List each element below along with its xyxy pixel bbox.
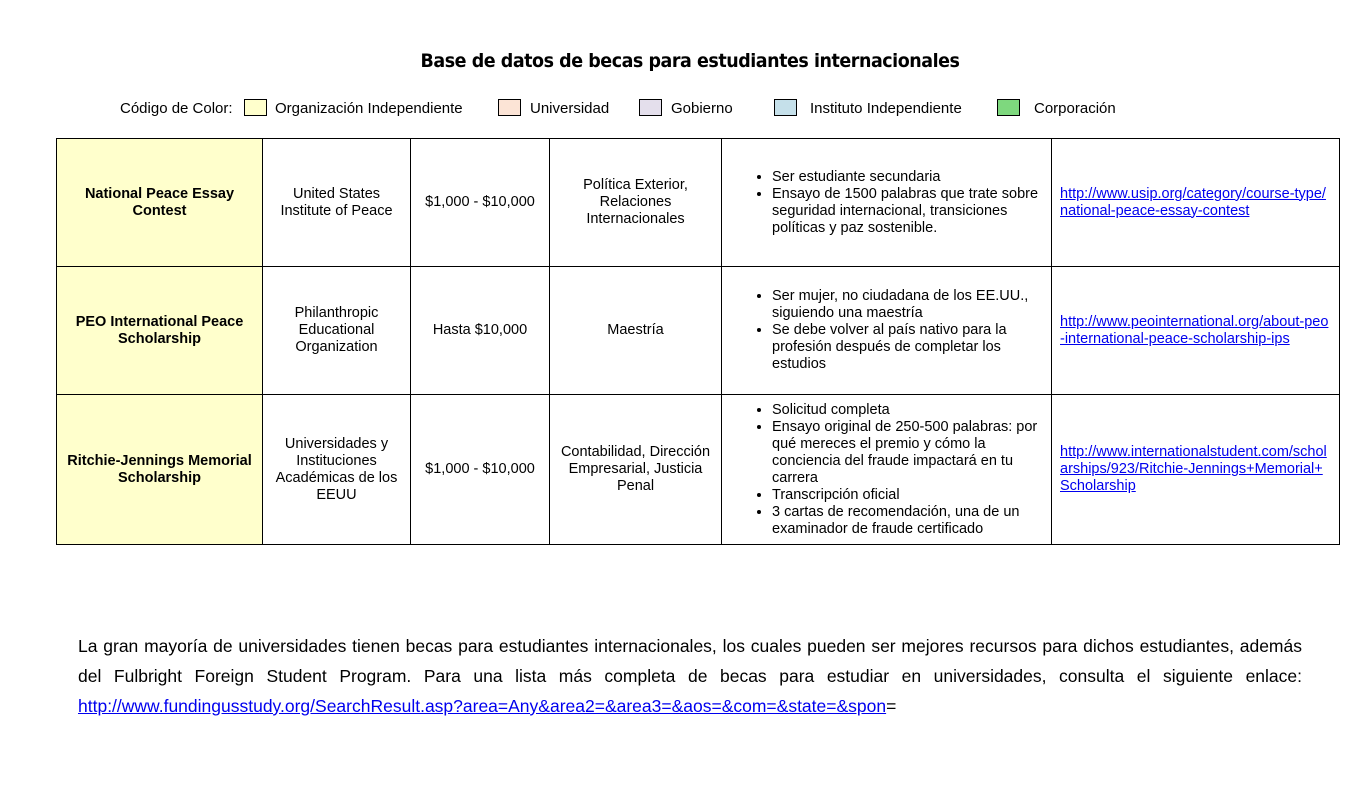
- sponsor-cell: Philanthropic Educational Organization: [263, 267, 411, 395]
- table-row: [57, 267, 1340, 395]
- requirement-item: • Se debe volver al país nativo para la profesión después de completar los estudios: [772, 322, 1045, 373]
- requirement-item: • Ser estudiante secundaria: [772, 169, 1045, 186]
- legend-label: Código de Color:: [120, 100, 233, 117]
- paragraph-suffix: =: [886, 696, 897, 716]
- requirements-cell: [722, 267, 1052, 395]
- requirement-item: • Ensayo original de 250-500 palabras: por qué mereces el premio y cómo la conciencia del fraude impactará en tu carrera: [772, 419, 1045, 487]
- scholarship-name: National Peace Essay Contest: [57, 139, 263, 267]
- table-row: [57, 395, 1340, 545]
- requirement-item: • Ensayo de 1500 palabras que trate sobre seguridad internacional, transiciones políticas y paz sostenible.: [772, 186, 1045, 237]
- page-title: Base de datos de becas para estudiantes internacionales: [420, 50, 960, 72]
- scholarship-link[interactable]: http://www.peointernational.org/about-peo-international-peace-scholarship-ips: [1060, 313, 1329, 347]
- requirements-cell: [722, 139, 1052, 267]
- table-row: [57, 139, 1340, 267]
- scholarship-name: Ritchie-Jennings Memorial Scholarship: [57, 395, 263, 545]
- legend-item-university: Universidad: [530, 100, 610, 117]
- amount-cell: $1,000 - $10,000: [411, 139, 550, 267]
- requirement-item: • Transcripción oficial: [772, 487, 1045, 504]
- legend-item-government: Gobierno: [671, 100, 733, 117]
- link-cell: [1052, 395, 1340, 545]
- requirement-item: • Ser mujer, no ciudadana de los EE.UU., siguiendo una maestría: [772, 288, 1045, 322]
- field-cell: Política Exterior, Relaciones Internacionales: [550, 139, 722, 267]
- scholarship-link[interactable]: http://www.internationalstudent.com/scholarships/923/Ritchie-Jennings+Memorial+Scholarship: [1060, 444, 1327, 494]
- amount-cell: $1,000 - $10,000: [411, 395, 550, 545]
- legend-swatch-government: [639, 99, 662, 116]
- scholarship-table: [56, 138, 1340, 545]
- field-cell: Contabilidad, Dirección Empresarial, Justicia Penal: [550, 395, 722, 545]
- legend-swatch-corporation: [997, 99, 1020, 116]
- link-cell: [1052, 139, 1340, 267]
- scholarship-name: PEO International Peace Scholarship: [57, 267, 263, 395]
- legend-item-independent-institute: Instituto Independiente: [810, 100, 962, 117]
- legend-swatch-independent-institute: [774, 99, 797, 116]
- funding-us-study-link[interactable]: http://www.fundingusstudy.org/SearchResult.asp?area=Any&area2=&area3=&aos=&com=&state=&spon: [78, 696, 887, 716]
- footer-paragraph: [78, 631, 1302, 721]
- amount-cell: Hasta $10,000: [411, 267, 550, 395]
- link-cell: [1052, 267, 1340, 395]
- sponsor-cell: Universidades y Instituciones Académicas de los EEUU: [263, 395, 411, 545]
- legend-swatch-university: [498, 99, 521, 116]
- legend-item-corporation: Corporación: [1034, 100, 1116, 117]
- field-cell: Maestría: [550, 267, 722, 395]
- requirement-item: • Solicitud completa: [772, 402, 1045, 419]
- scholarship-link[interactable]: http://www.usip.org/category/course-type/national-peace-essay-contest: [1060, 185, 1326, 219]
- requirement-item: • 3 cartas de recomendación, una de un examinador de fraude certificado: [772, 504, 1045, 538]
- paragraph-text: La gran mayoría de universidades tienen becas para estudiantes internacionales, los cuales pueden ser mejores recursos para dichos estudiantes, además del Fulbright Foreign Student Program. Para una lista más completa de becas para estudiar en universidades, consulta el siguiente enlace:: [78, 636, 1302, 686]
- requirements-cell: [722, 395, 1052, 545]
- legend-swatch-independent-org: [244, 99, 267, 116]
- sponsor-cell: United States Institute of Peace: [263, 139, 411, 267]
- legend-item-independent-org: Organización Independiente: [275, 100, 463, 117]
